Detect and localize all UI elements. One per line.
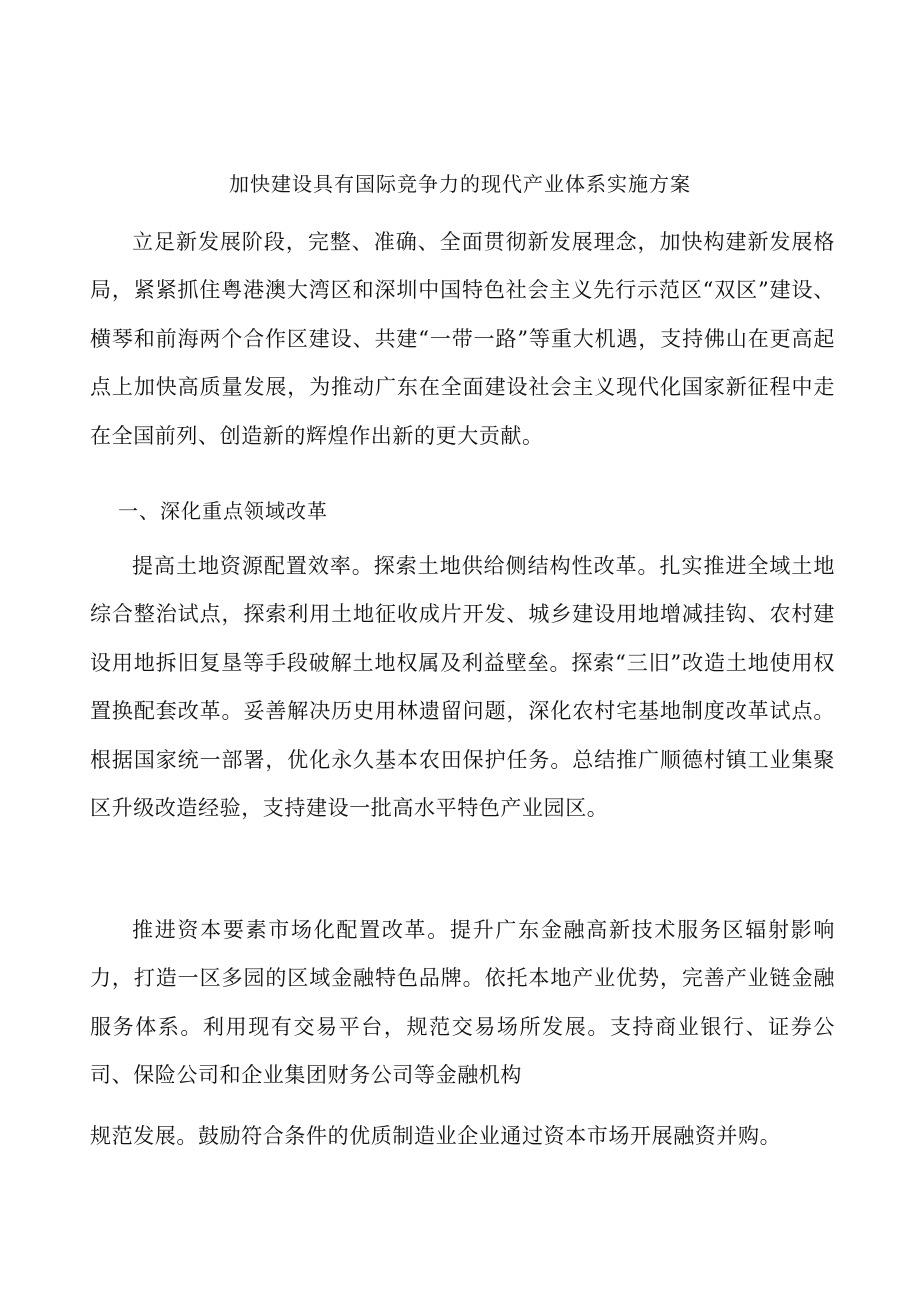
document-title: 加快建设具有国际竞争力的现代产业体系实施方案 [229,172,691,196]
paragraph-capital-reform-tail: 规范发展。鼓励符合条件的优质制造业企业通过资本市场开展融资并购。 [90,1124,782,1148]
paragraph-capital-reform: 推进资本要素市场化配置改革。提升广东金融高新技术服务区辐射影响力，打造一区多园的区域金融特色品牌。依托本地产业优势，完善产业链金融服务体系。利用现有交易平台，规范交易场所发展。支持商业银行、证券公司、保险公司和企业集团财务公司等金融机构 [90,918,835,1088]
section-heading: 一、深化重点领域改革 [118,499,328,523]
paragraph-land-reform: 提高土地资源配置效率。探索土地供给侧结构性改革。扎实推进全域土地综合整治试点，探索利用土地征收成片开发、城乡建设用地增减挂钩、农村建设用地拆旧复垦等手段破解土地权属及利益壁垒。探索“三旧”改造土地使用权置换配套改革。妥善解决历史用林遗留问题，深化农村宅基地制度改革试点。根据国家统一部署，优化永久基本农田保护任务。总结推广顺德村镇工业集聚区升级改造经验，支持建设一批高水平特色产业园区。 [90,554,835,821]
intro-paragraph: 立足新发展阶段，完整、准确、全面贯彻新发展理念，加快构建新发展格局，紧紧抓住粤港澳大湾区和深圳中国特色社会主义先行示范区“双区”建设、横琴和前海两个合作区建设、共建“一带一路”等重大机遇，支持佛山在更高起点上加快高质量发展，为推动广东在全面建设社会主义现代化国家新征程中走在全国前列、创造新的辉煌作出新的更大贡献。 [90,230,835,448]
